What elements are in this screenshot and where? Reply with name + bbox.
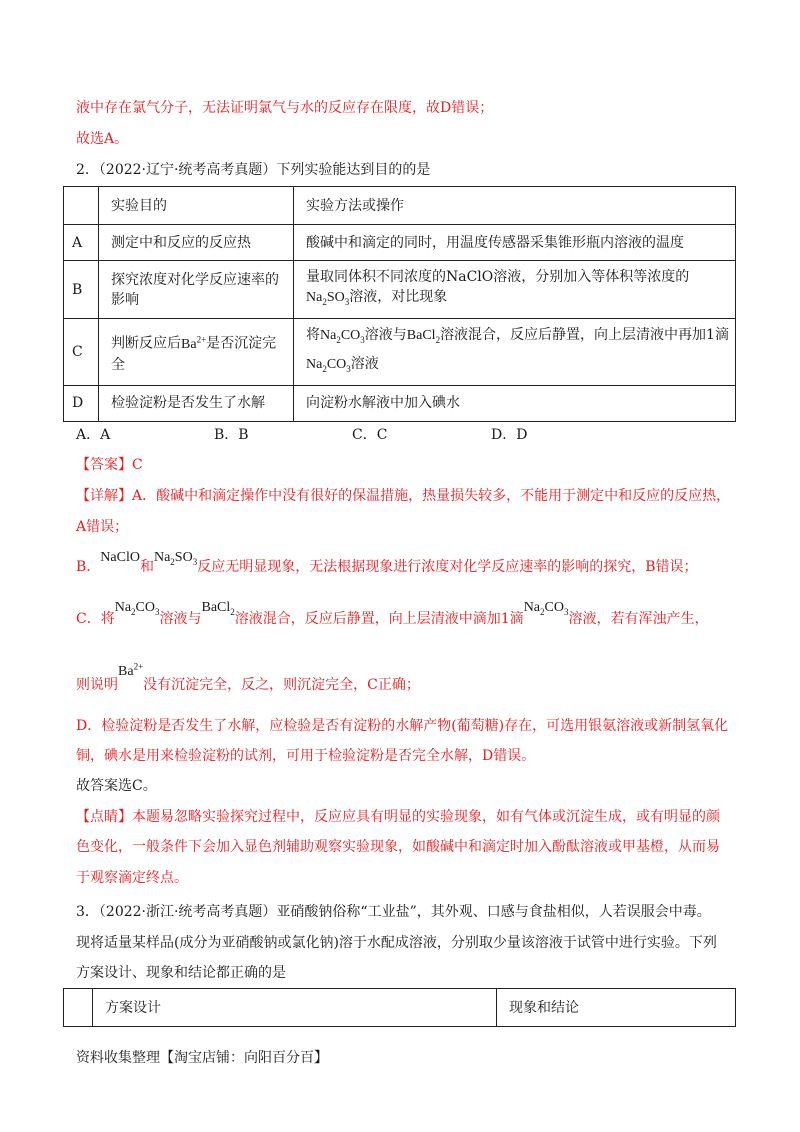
detail-c-text-1: 溶液与 <box>159 611 202 627</box>
row-label: A <box>64 225 99 261</box>
detail-a-line1: 【详解】A．酸碱中和滴定操作中没有很好的保温措施，热量损失较多，不能用于测定中和反应的反应热， <box>76 488 731 504</box>
detail-b-line <box>76 550 698 577</box>
detail-c-line-2 <box>76 661 420 694</box>
row-purpose: 测定中和反应的反应热 <box>99 225 294 261</box>
row-method-text-a: 将 <box>306 327 320 343</box>
row-method-text-b: 溶液，对比现象 <box>349 289 448 306</box>
option-d: D．D <box>491 427 528 443</box>
table-row <box>64 319 736 386</box>
row-label: C <box>64 319 99 386</box>
chem-formula: BaCl$_2$ <box>201 600 235 617</box>
chem-formula: $Ba^{2+}$ <box>181 333 207 352</box>
top-line-2: 故选A。 <box>76 131 129 147</box>
row-purpose <box>99 319 294 386</box>
table-row <box>64 385 736 421</box>
comment-line3: 于观察滴定终点。 <box>76 870 188 886</box>
chem-formula: $Na_2SO_3$ <box>153 550 198 567</box>
detail-c2-suffix: 没有沉淀完全，反之，则沉淀完全，C正确； <box>143 677 420 693</box>
comment-line2: 色变化，一般条件下会加入显色剂辅助观察实验现象，如酸碱中和滴定时加入酚酞溶液或甲基橙，从而易 <box>76 839 720 855</box>
detail-d-line1: D．检验淀粉是否发生了水解，应检验是否有淀粉的水解产物(葡萄糖)存在，可选用银氨溶液或新制氢氧化 <box>76 718 729 734</box>
table-header-method: 实验方法或操作 <box>294 187 736 225</box>
row-purpose-text-a: 判断反应后 <box>111 335 181 352</box>
chem-formula: $Ba^{2+}$ <box>118 661 144 679</box>
table-header-row <box>64 989 736 1027</box>
row-method-text-b: 溶液与 <box>364 327 407 343</box>
detail-d-line2: 铜，碘水是用来检验淀粉的试剂，可用于检验淀粉是否完全水解，D错误。 <box>76 748 536 764</box>
detail-c-suffix: 溶液，若有浑浊产生， <box>568 611 709 627</box>
chem-formula: $Na_2CO_3$ <box>320 328 365 345</box>
table-header-row <box>64 187 736 225</box>
row-purpose: 检验淀粉是否发生了水解 <box>99 385 294 421</box>
detail-a-line2: A错误； <box>76 519 129 535</box>
row-method <box>294 319 736 386</box>
row-method: 酸碱中和滴定的同时，用温度传感器采集锥形瓶内溶液的温度 <box>294 225 736 261</box>
option-c: C．C <box>352 427 388 443</box>
detail-b-suffix: 反应无明显现象，无法根据现象进行浓度对化学反应速率的影响的探究，B错误； <box>197 559 698 575</box>
detail-b-and: 和 <box>139 559 154 575</box>
detail-c2-prefix: 则说明 <box>76 677 118 693</box>
question-3-stem-2: 现将适量某样品(成分为亚硝酸钠或氯化钠)溶于水配成溶液，分别取少量该溶液于试管中进行实验。下列 <box>76 935 717 951</box>
chem-formula: $Na_2SO_3$ <box>306 290 350 307</box>
question-3-table <box>63 988 736 1027</box>
question-3-stem-1: 3．（2022·浙江·统考高考真题）亚硝酸钠俗称“工业盐”，其外观、口感与食盐相似，人若误服会中毒。 <box>76 904 711 920</box>
row-method-text-c: 溶液混合，反应后静置，向上层清液中再加1滴 <box>440 327 729 343</box>
row-method-text-a: 量取同体积不同浓度的NaClO溶液，分别加入等体积等浓度的 <box>306 269 690 286</box>
row-method: 向淀粉水解液中加入碘水 <box>294 385 736 421</box>
table-header-label <box>64 187 99 225</box>
chem-formula: NaClO <box>100 550 140 565</box>
option-a: A．A <box>76 427 111 443</box>
question-3-stem-3: 方案设计、现象和结论都正确的是 <box>76 965 286 981</box>
option-b: B．B <box>214 427 249 443</box>
row-method <box>294 261 736 319</box>
row-purpose-text-b: 是否沉淀完全 <box>111 335 277 373</box>
conclusion: 故答案选C。 <box>76 778 157 794</box>
row-method-text-d: 溶液 <box>350 355 379 372</box>
top-line-1: 液中存在氯气分子，无法证明氯气与水的反应存在限度，故D错误； <box>76 100 494 116</box>
chem-formula: $Na_2CO_3$ <box>114 600 160 617</box>
chem-formula: BaCl$_2$ <box>406 328 441 345</box>
chem-formula: $Na_2CO_3$ <box>523 600 569 617</box>
table-row <box>64 225 736 261</box>
row-label: B <box>64 261 99 319</box>
question-2-stem: 2．（2022·辽宁·统考高考真题）下列实验能达到目的的是 <box>76 162 431 178</box>
detail-c-line <box>76 600 709 629</box>
row-purpose: 探究浓度对化学反应速率的影响 <box>99 261 294 319</box>
table-row <box>64 261 736 319</box>
question-2-table <box>63 186 736 422</box>
answer-label: 【答案】C <box>76 457 143 473</box>
detail-c-prefix: C．将 <box>76 611 115 627</box>
table-header-result: 现象和结论 <box>497 989 736 1027</box>
row-label: D <box>64 385 99 421</box>
table-header-label <box>64 989 93 1027</box>
table-header-design: 方案设计 <box>93 989 497 1027</box>
chem-formula: $Na_2CO_3$ <box>306 356 351 374</box>
detail-b-prefix: B． <box>76 559 101 575</box>
comment-line1: 【点睛】本题易忽略实验探究过程中，反应应具有明显的实验现象，如有气体或沉淀生成，或有明显的颜 <box>76 809 720 825</box>
table-header-purpose: 实验目的 <box>99 187 294 225</box>
detail-c-text-2: 溶液混合，反应后静置，向上层清液中滴加1滴 <box>234 611 524 627</box>
page-footer: 资料收集整理【淘宝店铺：向阳百分百】 <box>76 1050 328 1066</box>
